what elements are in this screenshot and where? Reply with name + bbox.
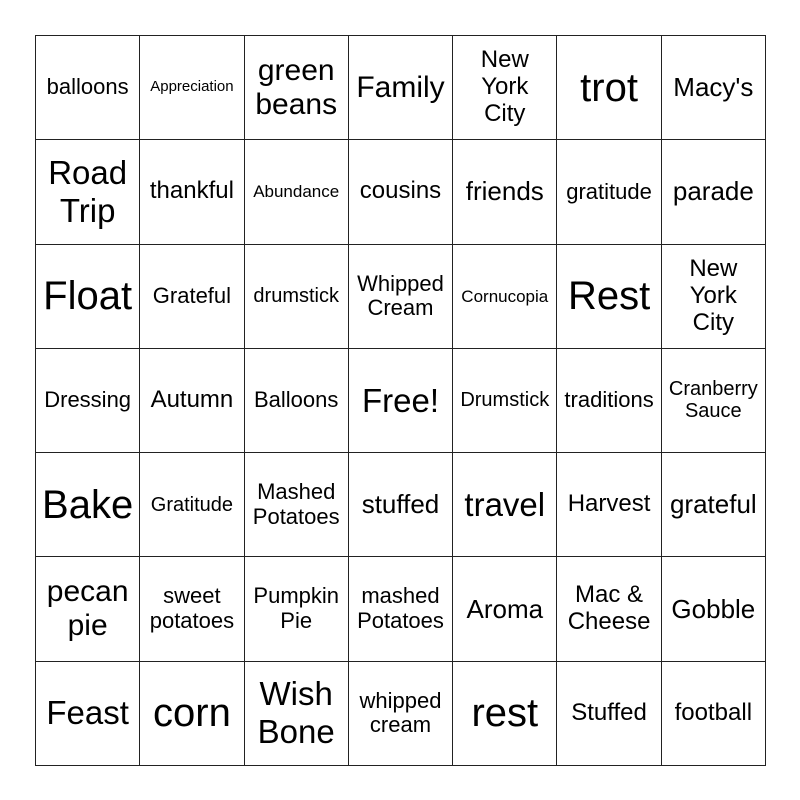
bingo-cell[interactable]: Appreciation <box>140 36 244 140</box>
bingo-cell[interactable]: green beans <box>245 36 349 140</box>
bingo-cell[interactable]: Harvest <box>557 453 661 557</box>
bingo-cell[interactable]: Bake <box>36 453 140 557</box>
bingo-cell[interactable]: Wish Bone <box>245 662 349 766</box>
bingo-cell[interactable]: grateful <box>662 453 766 557</box>
bingo-cell[interactable]: traditions <box>557 349 661 453</box>
bingo-cell[interactable]: Road Trip <box>36 140 140 244</box>
bingo-cell[interactable]: sweet potatoes <box>140 557 244 661</box>
bingo-cell[interactable]: Mac & Cheese <box>557 557 661 661</box>
bingo-cell[interactable]: gratitude <box>557 140 661 244</box>
bingo-cell[interactable]: mashed Potatoes <box>349 557 453 661</box>
bingo-cell[interactable]: Family <box>349 36 453 140</box>
bingo-cell[interactable]: drumstick <box>245 245 349 349</box>
bingo-cell[interactable]: Grateful <box>140 245 244 349</box>
bingo-cell[interactable]: Gratitude <box>140 453 244 557</box>
bingo-cell[interactable]: pecan pie <box>36 557 140 661</box>
bingo-cell[interactable]: Dressing <box>36 349 140 453</box>
bingo-cell[interactable]: thankful <box>140 140 244 244</box>
bingo-cell[interactable]: corn <box>140 662 244 766</box>
bingo-cell[interactable]: Balloons <box>245 349 349 453</box>
bingo-cell[interactable]: Float <box>36 245 140 349</box>
bingo-cell[interactable]: trot <box>557 36 661 140</box>
bingo-cell[interactable]: Autumn <box>140 349 244 453</box>
bingo-cell[interactable]: Gobble <box>662 557 766 661</box>
bingo-cell[interactable]: Mashed Potatoes <box>245 453 349 557</box>
bingo-cell[interactable]: Pumpkin Pie <box>245 557 349 661</box>
bingo-cell[interactable]: Aroma <box>453 557 557 661</box>
bingo-free-cell[interactable]: Free! <box>349 349 453 453</box>
bingo-cell[interactable]: balloons <box>36 36 140 140</box>
bingo-cell[interactable]: New York City <box>662 245 766 349</box>
bingo-cell[interactable]: Whipped Cream <box>349 245 453 349</box>
bingo-cell[interactable]: Macy's <box>662 36 766 140</box>
bingo-cell[interactable]: Abundance <box>245 140 349 244</box>
bingo-cell[interactable]: parade <box>662 140 766 244</box>
bingo-board <box>35 35 766 766</box>
bingo-cell[interactable]: Stuffed <box>557 662 661 766</box>
bingo-cell[interactable]: New York City <box>453 36 557 140</box>
bingo-cell[interactable]: rest <box>453 662 557 766</box>
bingo-cell[interactable]: friends <box>453 140 557 244</box>
bingo-cell[interactable]: Cranberry Sauce <box>662 349 766 453</box>
bingo-cell[interactable]: whipped cream <box>349 662 453 766</box>
bingo-cell[interactable]: cousins <box>349 140 453 244</box>
bingo-cell[interactable]: Rest <box>557 245 661 349</box>
bingo-cell[interactable]: Feast <box>36 662 140 766</box>
bingo-cell[interactable]: stuffed <box>349 453 453 557</box>
bingo-cell[interactable]: football <box>662 662 766 766</box>
bingo-cell[interactable]: Cornucopia <box>453 245 557 349</box>
bingo-cell[interactable]: travel <box>453 453 557 557</box>
bingo-cell[interactable]: Drumstick <box>453 349 557 453</box>
